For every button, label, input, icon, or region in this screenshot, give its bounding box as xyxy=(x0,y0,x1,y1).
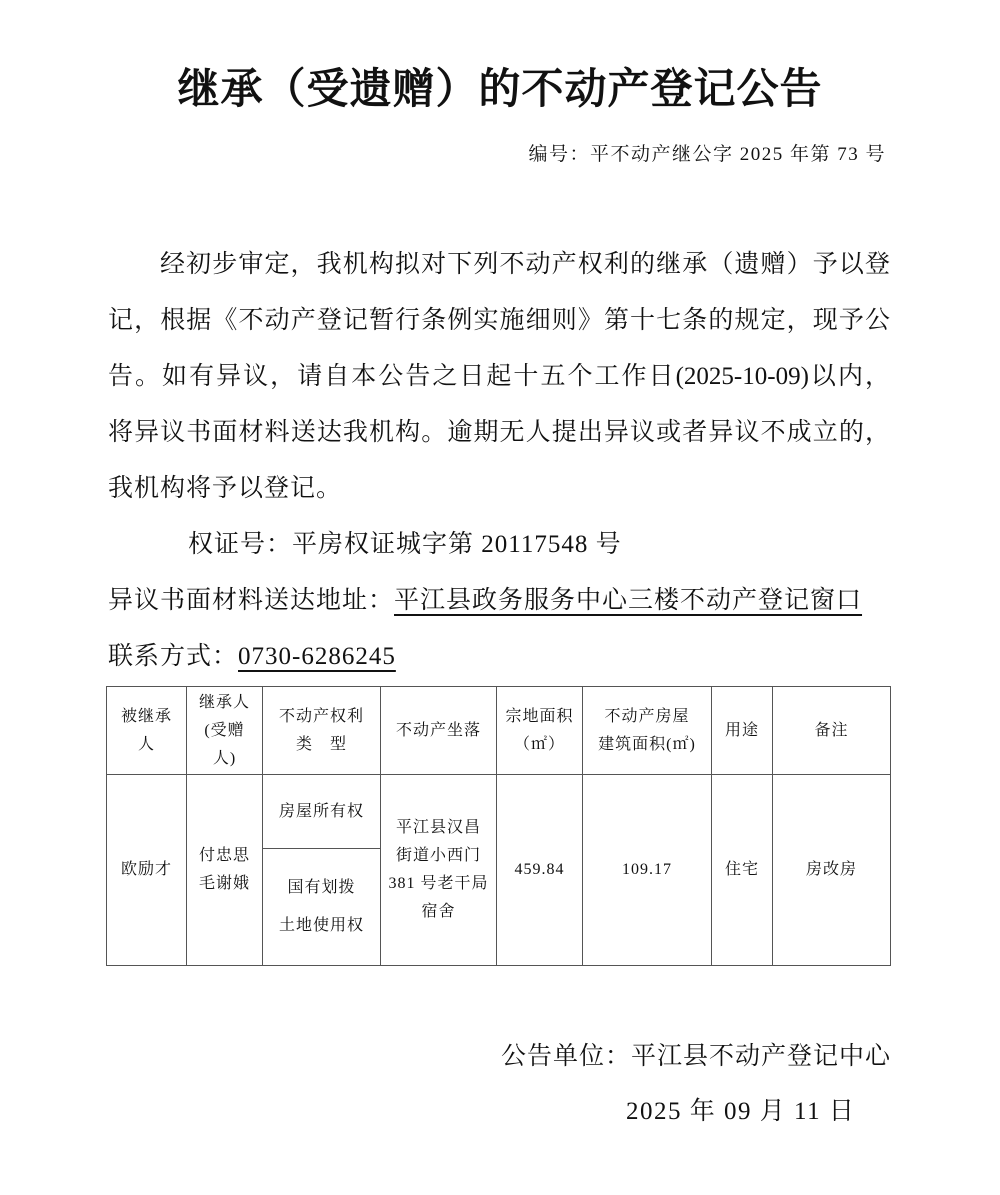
header-heirs: 继承人 (受赠 人) xyxy=(187,687,263,775)
cell-decedent: 欧励才 xyxy=(107,775,187,966)
cell-use: 住宅 xyxy=(712,775,773,966)
address-label: 异议书面材料送达地址： xyxy=(108,587,395,614)
table-header-row xyxy=(107,687,891,775)
contact-info xyxy=(108,629,890,685)
property-table xyxy=(106,686,891,966)
address-value: 平江县政务服务中心三楼不动产登记窗口 xyxy=(394,587,863,614)
header-building-area: 不动产房屋 建筑面积(㎡) xyxy=(583,687,712,775)
body-line: 告。如有异议，请自本公告之日起十五个工作日(2025-10-09)以内， xyxy=(108,363,890,390)
cell-right-type-house: 房屋所有权 xyxy=(263,775,381,849)
cell-heirs: 付忠思 毛谢娥 xyxy=(187,775,263,966)
objection-address xyxy=(108,573,890,629)
header-land-area: 宗地面积 （㎡） xyxy=(497,687,583,775)
body-line: 我机构将予以登记。 xyxy=(108,475,343,502)
header-right-type: 不动产权利 类 型 xyxy=(263,687,381,775)
cell-right-type-land: 国有划拨 土地使用权 xyxy=(263,849,381,966)
header-remark: 备注 xyxy=(773,687,891,775)
document-number: 编号：平不动产继公字 2025 年第 73 号 xyxy=(528,144,886,165)
header-use: 用途 xyxy=(712,687,773,775)
contact-label: 联系方式： xyxy=(108,643,239,670)
cell-location: 平江县汉昌 街道小西门 381 号老干局 宿舍 xyxy=(381,775,497,966)
notice-body xyxy=(108,237,890,685)
certificate-number: 权证号：平房权证城字第 20117548 号 xyxy=(188,531,622,558)
issuing-unit: 公告单位：平江县不动产登记中心 xyxy=(500,1043,891,1070)
header-location: 不动产坐落 xyxy=(381,687,497,775)
cell-remark: 房改房 xyxy=(773,775,891,966)
issue-date: 2025 年 09 月 11 日 xyxy=(626,1098,856,1125)
body-line: 将异议书面材料送达我机构。逾期无人提出异议或者异议不成立的， xyxy=(108,419,890,446)
body-line: 经初步审定，我机构拟对下列不动产权利的继承（遗赠）予以登 xyxy=(160,251,890,278)
header-decedent: 被继承 人 xyxy=(107,687,187,775)
cell-building-area: 109.17 xyxy=(583,775,712,966)
body-line: 记，根据《不动产登记暂行条例实施细则》第十七条的规定，现予公 xyxy=(108,307,890,334)
page-title: 继承（受遗赠）的不动产登记公告 xyxy=(177,67,823,113)
cell-land-area: 459.84 xyxy=(497,775,583,966)
table-row xyxy=(107,775,891,849)
contact-phone: 0730-6286245 xyxy=(238,643,396,670)
